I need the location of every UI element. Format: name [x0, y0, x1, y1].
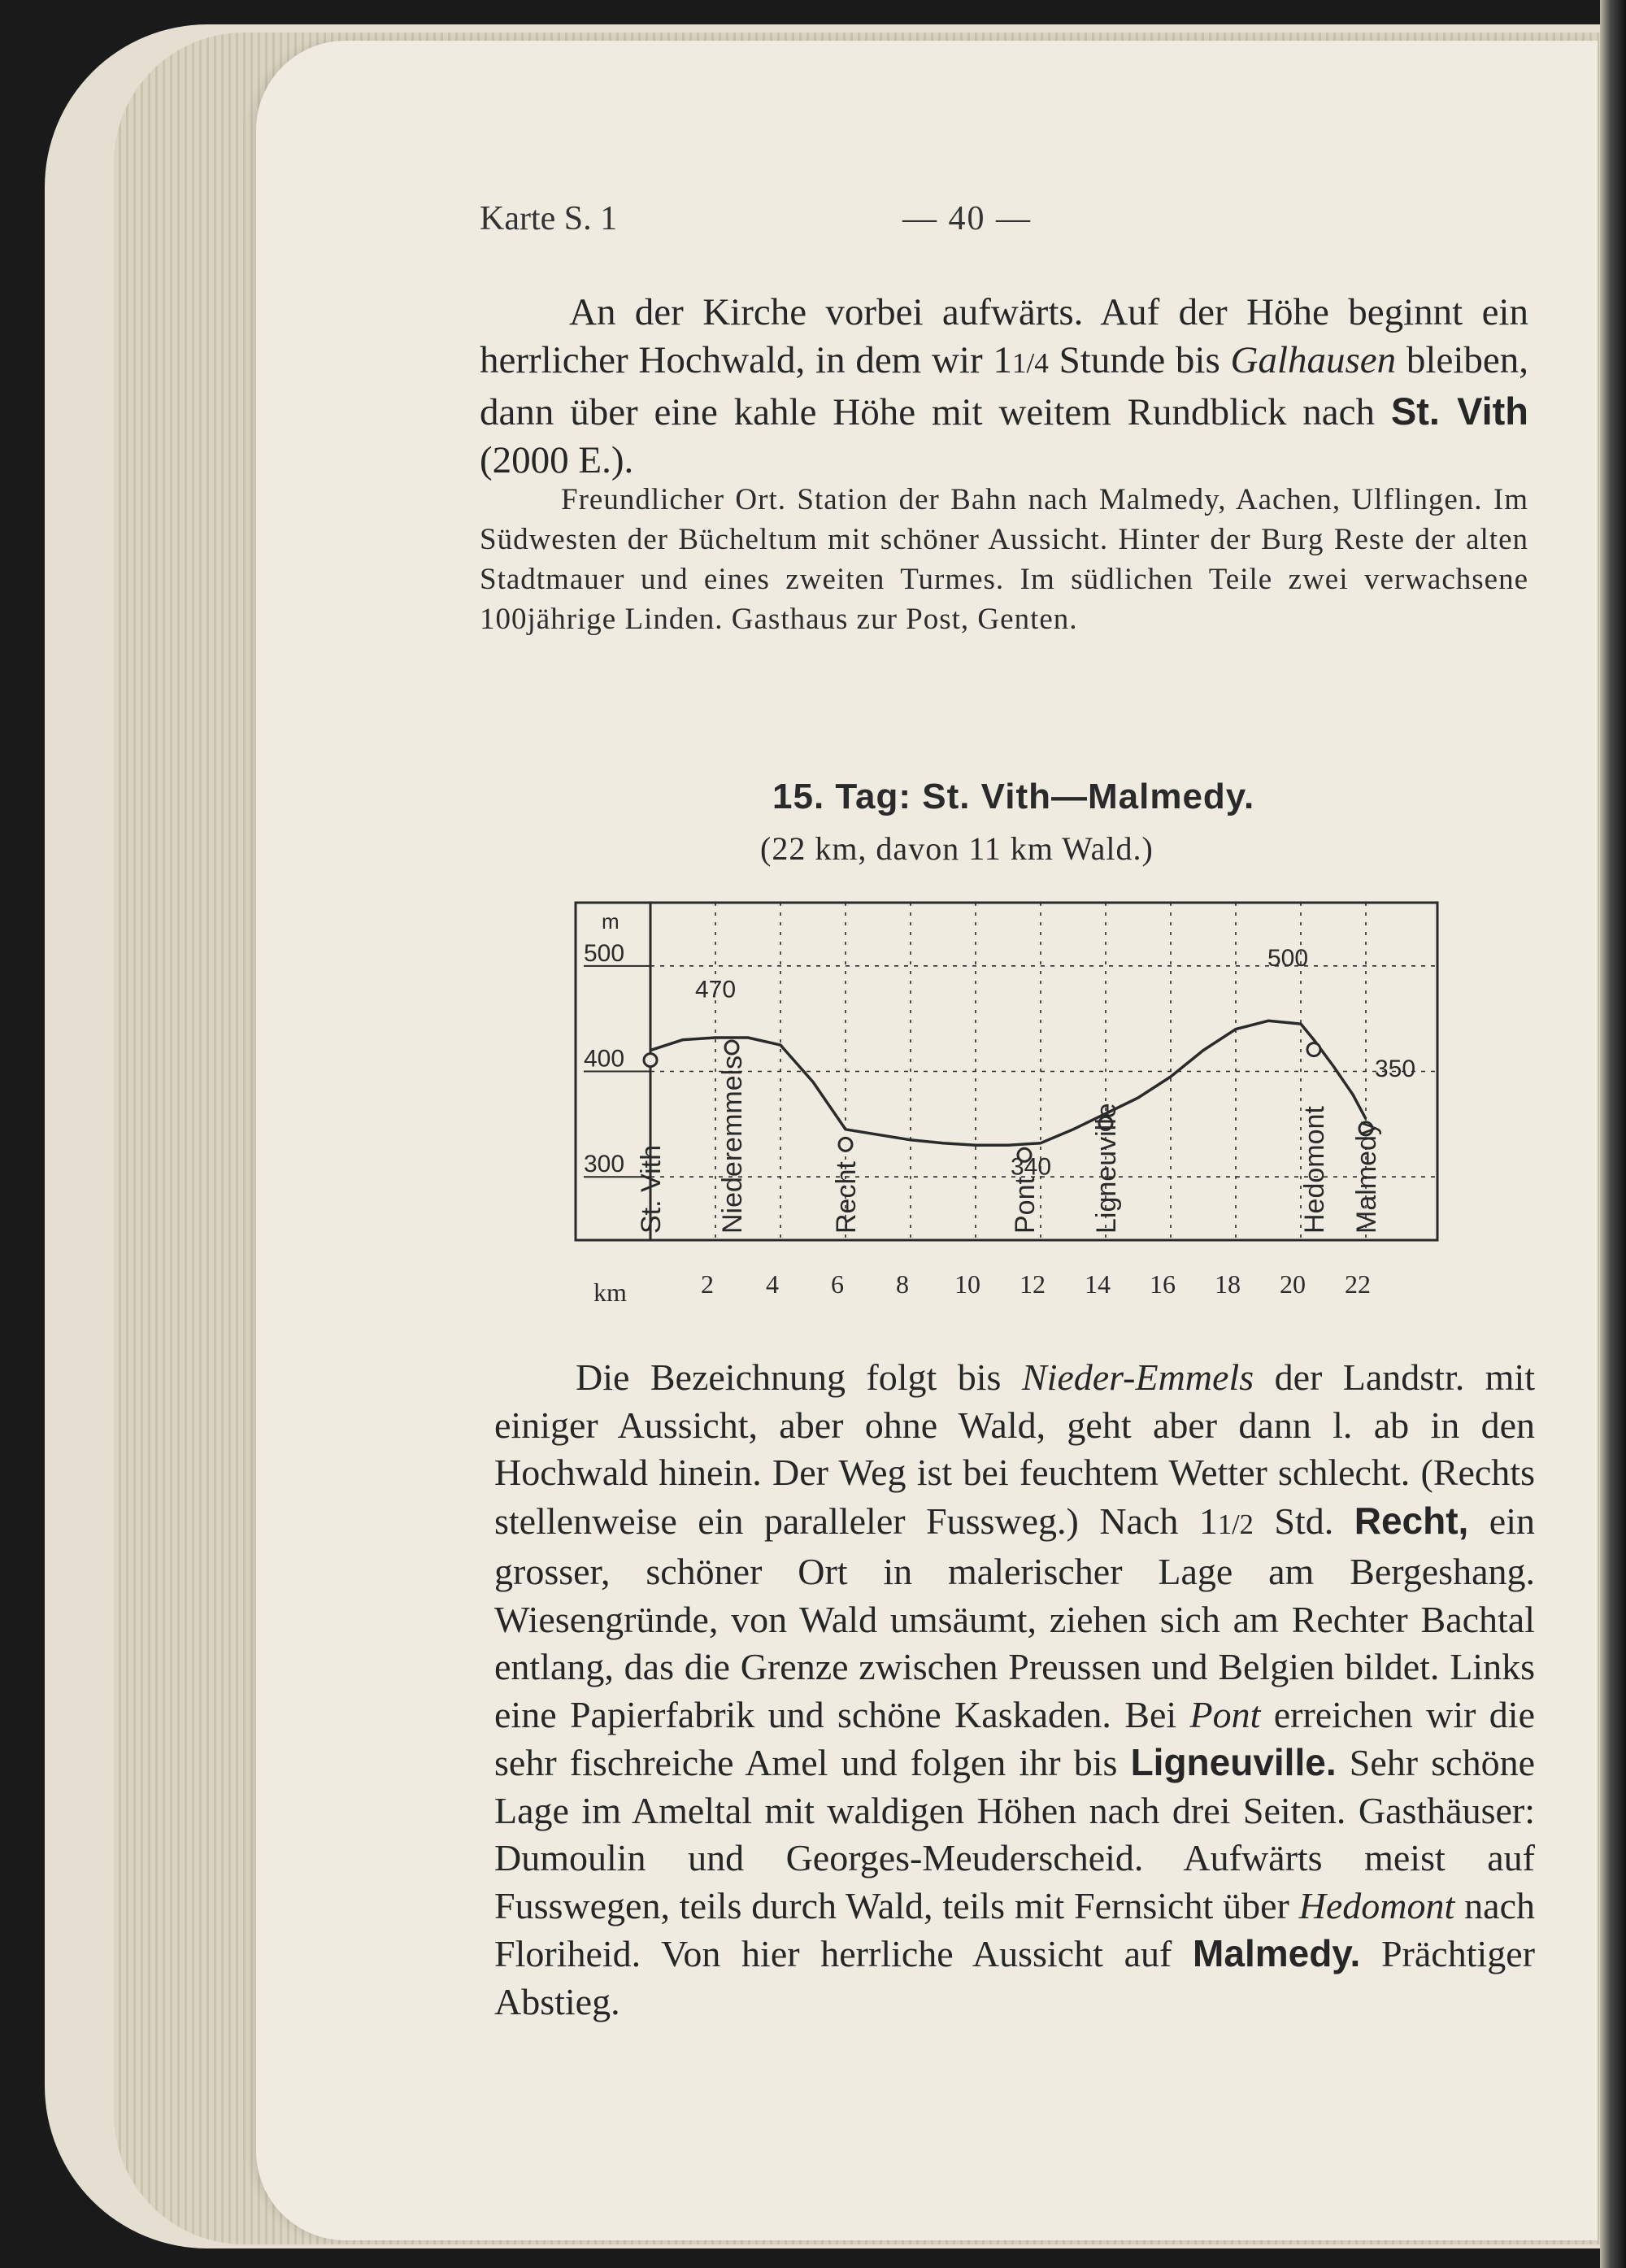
x-axis-label: km: [593, 1278, 627, 1307]
body-text-5: erreichen wir die sehr fischreiche Amel und folgen ihr bis: [494, 1693, 1535, 1783]
place-ligneuville: Ligneuville.: [1130, 1741, 1337, 1783]
x-tick-label: 18: [1215, 1269, 1241, 1299]
x-tick-label: 14: [1085, 1269, 1111, 1299]
place-hedomont: Hedomont: [1298, 1884, 1455, 1926]
map-reference: Karte S. 1: [480, 200, 618, 237]
intro-text-1: An der Kirche vorbei aufwärts. Auf der Höhe beginnt ein herrlicher Hochwald, in dem wir 1: [480, 291, 1528, 381]
route-description: [494, 1354, 1535, 2026]
book-binding: [1600, 0, 1626, 2268]
body-text-6: Sehr schöne Lage im Ameltal mit waldigen Höhen nach drei Seiten. Gasthäuser: Dumoulin und Georges-Meuderscheid. Aufwärts meist auf Fusswegen, teils durch Wald, teils mit Fernsicht über: [494, 1742, 1536, 1926]
place-recht: Recht,: [1354, 1499, 1469, 1542]
body-text-4: ein grosser, schöner Ort in malerischer Lage am Bergeshang. Wiesengründe, von Wald umsäumt, ziehen sich am Rechter Bachtal entlang, das die Grenze zwischen Preussen und Belgien bildet. Links eine Papierfabrik und schöne Kaskaden. Bei: [494, 1500, 1535, 1735]
intro-paragraph: [480, 289, 1528, 485]
place-pont: Pont: [1189, 1693, 1261, 1735]
x-tick-label: 8: [896, 1269, 909, 1299]
place-nieder-emmels: Nieder-Emmels: [1021, 1356, 1254, 1398]
place-label: Pont: [1010, 1177, 1041, 1234]
y-tick-label: 500: [584, 939, 625, 967]
town-note: [480, 480, 1528, 639]
place-label: Niederemmels: [717, 1055, 748, 1234]
fraction: 1/4: [1011, 347, 1049, 379]
body-text-1: Die Bezeichnung folgt bis: [576, 1356, 1022, 1398]
fraction: 1/2: [1217, 1508, 1254, 1540]
elevation-annotation: 470: [694, 976, 737, 1003]
x-tick-label: 2: [701, 1269, 714, 1299]
town-note-text: Freundlicher Ort. Station der Bahn nach Malmedy, Aachen, Ulflingen. Im Südwesten der Bücheltum mit schöner Aussicht. Hinter der Burg Reste der alten Stadtmauer und eines zweiten Turmes. Im südlichen Teile zwei verwachsene 100jährige Linden. Gasthaus zur Post, Genten.: [480, 483, 1528, 636]
place-marker: [839, 1138, 852, 1151]
x-tick-label: 4: [766, 1269, 779, 1299]
elevation-annotation: 500: [1267, 944, 1309, 972]
running-header: [480, 199, 1528, 248]
elevation-profile-chart: [569, 895, 1463, 1334]
y-tick-label: 300: [584, 1151, 625, 1178]
place-galhausen: Galhausen: [1230, 339, 1397, 381]
body-text-3: Std.: [1253, 1500, 1354, 1542]
place-st-vith: St. Vith: [1390, 390, 1529, 433]
x-tick-label: 16: [1150, 1269, 1176, 1299]
intro-text-4: (2000 E.).: [480, 439, 634, 481]
y-tick-label: 400: [584, 1045, 625, 1073]
place-label: Ligneuville: [1091, 1103, 1122, 1234]
x-tick-label: 22: [1345, 1269, 1371, 1299]
x-tick-label: 6: [831, 1269, 844, 1299]
elevation-annotation: 350: [1374, 1055, 1416, 1082]
place-label: Hedomont: [1299, 1106, 1330, 1234]
place-marker: [725, 1041, 738, 1054]
place-marker: [1307, 1043, 1320, 1056]
place-malmedy: Malmedy.: [1193, 1932, 1361, 1974]
day-subtitle: (22 km, davon 11 km Wald.): [760, 830, 1154, 867]
x-tick-label: 12: [1020, 1269, 1046, 1299]
day-title: 15. Tag: St. Vith—Malmedy.: [772, 777, 1255, 816]
body-text-2: der Landstr. mit einiger Aussicht, aber ohne Wald, geht aber dann l. ab in den Hochwald hinein. Der Weg ist bei feuchtem Wetter schlecht. (Rechts stellenweise ein paralleler Fussweg.) Nach 1: [494, 1356, 1536, 1542]
place-label: Malmedy: [1351, 1121, 1382, 1234]
intro-text-3: bleiben, dann über eine kahle Höhe mit weitem Rundblick nach: [480, 339, 1528, 433]
place-marker: [644, 1054, 657, 1067]
body-text-8: Prächtiger Abstieg.: [494, 1933, 1536, 2022]
x-tick-label: 10: [954, 1269, 980, 1299]
page-number: — 40 —: [902, 200, 1032, 237]
body-text-7: nach Floriheid. Von hier herrliche Aussicht auf: [494, 1884, 1535, 1974]
place-label: Recht: [831, 1161, 862, 1234]
place-label: St. Vith: [636, 1145, 667, 1234]
elevation-profile-line: [650, 1021, 1366, 1145]
intro-text-2: Stunde bis: [1048, 339, 1231, 381]
y-axis-unit: m: [602, 909, 620, 934]
elevation-annotation: 340: [1010, 1153, 1052, 1181]
x-tick-label: 20: [1280, 1269, 1306, 1299]
